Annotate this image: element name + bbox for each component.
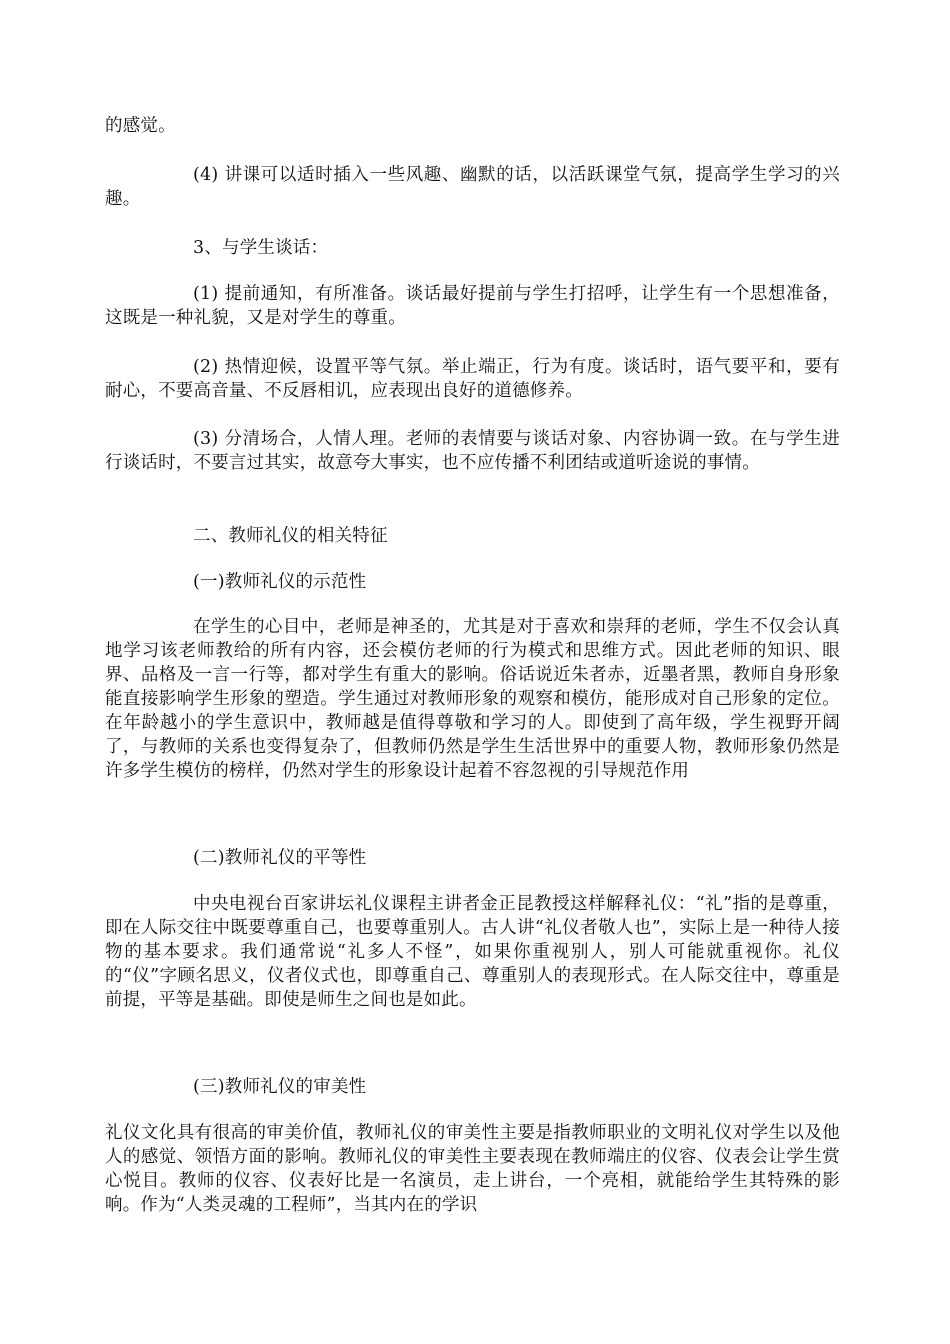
paragraph-2: (4) 讲课可以适时插入一些风趣、幽默的话，以活跃课堂气氛，提高学生学习的兴趣。	[105, 165, 840, 209]
paragraph-6: (3) 分清场合，人情人理。老师的表情要与谈话对象、内容协调一致。在与学生进行谈话时，不要言过其实，故意夸大事实，也不应传播不利团结或道听途说的事情。	[105, 429, 840, 473]
paragraph-5: (2) 热情迎候，设置平等气氛。举止端正，行为有度。谈话时，语气要平和，要有耐心，不要高音量、不反唇相讥，应表现出良好的道德修养。	[105, 357, 840, 401]
paragraph-4: (1) 提前通知，有所准备。谈话最好提前与学生打招呼，让学生有一个思想准备，这既是一种礼貌，又是对学生的尊重。	[105, 284, 840, 328]
subheading-2: (二)教师礼仪的平等性	[193, 848, 367, 868]
paragraph-8: 中央电视台百家讲坛礼仪课程主讲者金正昆教授这样解释礼仪：“礼”指的是尊重，即在人际交往中既要尊重自己，也要尊重别人。古人讲“礼仪者敬人也”，实际上是一种待人接物的基本要求。我们通常说“礼多人不怪”，如果你重视别人，别人可能就重视你。礼仪的“仪”字顾名思义，仪者仪式也，即尊重自己、尊重别人的表现形式。在人际交往中，尊重是前提，平等是基础。即使是师生之间也是如此。	[105, 894, 840, 1010]
paragraph-7: 在学生的心目中，老师是神圣的，尤其是对于喜欢和崇拜的老师，学生不仅会认真地学习该老师教给的所有内容，还会模仿老师的行为模式和思维方式。因此老师的知识、眼界、品格及一言一行等，都对学生有重大的影响。俗话说近朱者赤，近墨者黑，教师自身形象能直接影响学生形象的塑造。学生通过对教师形象的观察和模仿，能形成对自己形象的定位。在年龄越小的学生意识中，教师越是值得尊敬和学习的人。即使到了高年级，学生视野开阔了，与教师的关系也变得复杂了，但教师仍然是学生生活世界中的重要人物，教师形象仍然是许多学生模仿的榜样，仍然对学生的形象设计起着不容忽视的引导规范作用	[105, 617, 840, 781]
subheading-1: (一)教师礼仪的示范性	[193, 572, 367, 592]
section-heading-2: 二、教师礼仪的相关特征	[193, 526, 388, 546]
subheading-3: (三)教师礼仪的审美性	[193, 1077, 367, 1097]
paragraph-3: 3、与学生谈话：	[193, 238, 329, 258]
paragraph-9: 礼仪文化具有很高的审美价值，教师礼仪的审美性主要是指教师职业的文明礼仪对学生以及他人的感觉、领悟方面的影响。教师礼仪的审美性主要表现在教师端庄的仪容、仪表会让学生赏心悦目。教师的仪容、仪表好比是一名演员，走上讲台，一个亮相，就能给学生其特殊的影响。作为“人类灵魂的工程师”，当其内在的学识	[105, 1123, 840, 1215]
paragraph-1: 的感觉。	[105, 116, 176, 136]
